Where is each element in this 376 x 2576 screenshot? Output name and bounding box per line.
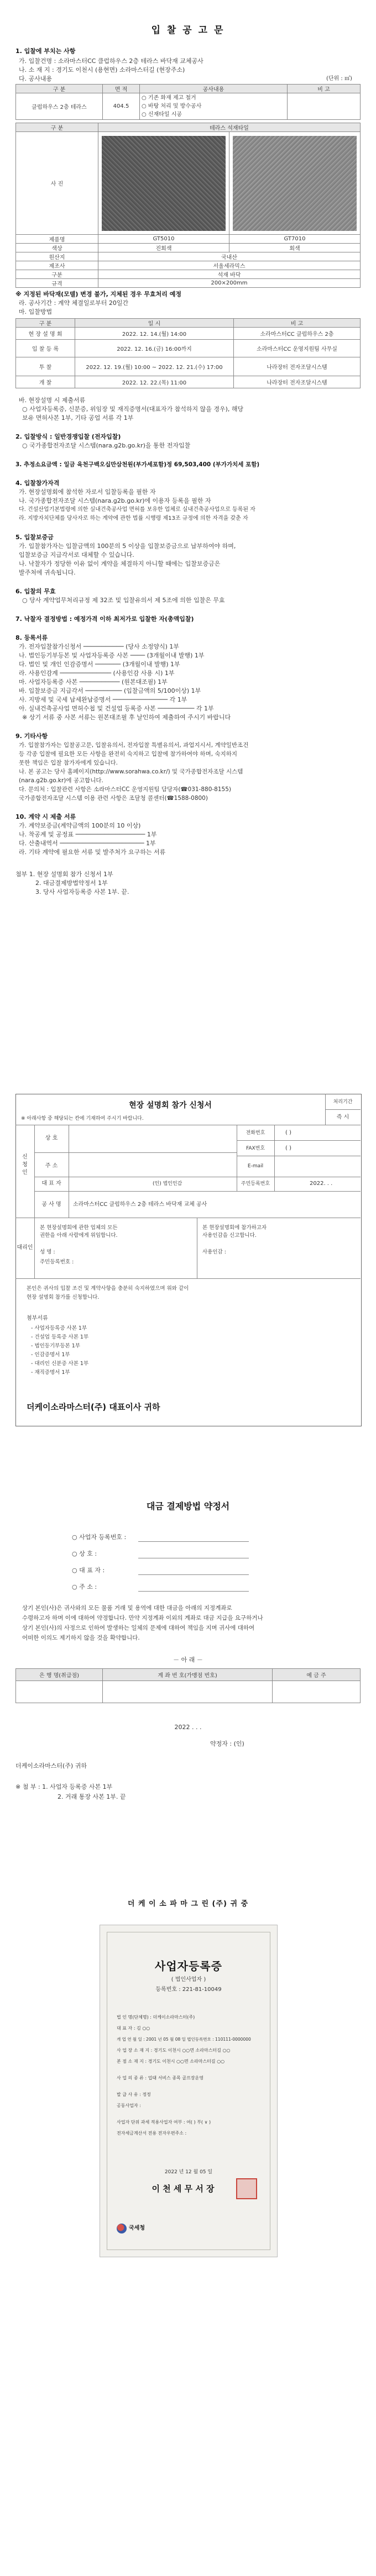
th: 일 시 (75, 319, 234, 328)
photo-label: 사 진 (16, 132, 98, 235)
payment-agreement (0, 1503, 376, 1856)
sec-heading: 6. 입찰의 무효 (15, 588, 56, 595)
agreement-field: ○ 상 호 : (72, 1550, 97, 1557)
td: 현 장 설 명 회 (16, 328, 75, 340)
notice-line: ○ 사업자등록증, 신분증, 위임장 및 재직증명서(대표자가 참석하지 않을 경우), 해당 (22, 405, 244, 413)
sec-heading: 7. 낙찰자 결정방법 : 예정가격 이하 최저가로 입찰한 자(총액입찰) (15, 615, 194, 623)
td: 2022. 12. 19.(월) 10:00 ~ 2022. 12. 21.(수) 17:00 (75, 357, 234, 376)
agreement-body: 수령하고자 하며 이에 대하여 약정합니다. 만약 지정계좌 이외의 계좌로 대금 지급을 요구하거나 (22, 1615, 263, 1621)
sec-line: 아. 실내건축공사업 면허수첩 및 건설업 등록증 사본 ────────── 각 1부 (19, 705, 214, 712)
th: 구 분 (16, 319, 75, 328)
td: 2022. 12. 22.(목) 11:00 (75, 376, 234, 388)
notice-line: 라. 공사기간 : 계약 체결일로부터 20일간 (19, 299, 129, 307)
cert-field: 공동사업자 : (117, 2103, 141, 2108)
label-phone: 전화번호 (246, 1130, 265, 1136)
agent-left: 본 현장설명회에 관한 업체의 모든 (40, 1225, 118, 1231)
cert-agency: 국세청 (129, 2225, 145, 2231)
sec-heading: 8. 등록서류 (15, 634, 48, 641)
doc-item: - 재직증명서 1부 (31, 1369, 70, 1376)
agreement-sub: － 아 래 － (173, 1656, 203, 1663)
agreement-date: 2022 . . . (174, 1724, 202, 1731)
sec-line: 라. 기타 계약에 필요한 서류 및 발주처가 요구하는 서류 (19, 849, 166, 856)
work-item: ○ 신재타일 시공 (142, 112, 182, 118)
account-bank[interactable] (16, 1681, 103, 1703)
sec-line: 라. 지방자치단체를 당사자로 하는 계약에 관한 법률 시행령 제13조 규정에 의한 자격을 갖춘 자 (19, 515, 248, 521)
td: 나라장터 전자조달시스템 (234, 357, 361, 376)
th: 예 금 주 (273, 1669, 361, 1681)
agreement-addressee: 더케이소라마스터(주) 귀하 (15, 1762, 87, 1769)
notice-title: 입 찰 공 고 문 (151, 25, 225, 36)
cert-title: 사업자등록증 (155, 1959, 222, 1973)
sec-line: 나. 본 공고는 당사 홈페이지(http://www.sorahwa.co.kr/) 및 국가종합전자조달 시스템 (19, 768, 243, 775)
agent-left: 권한을 아래 사람에게 위임합니다. (40, 1232, 118, 1239)
label-rrn: 주민등록번호 (241, 1181, 270, 1187)
cert-date: 2022 년 12 월 05 일 (164, 2169, 213, 2175)
sec-line: 다. 문의처 : 입찰관련 사항은 소라마스터CC 운영지원팀 담당자(☎031-880-8155) (19, 786, 231, 793)
name-note: (인) 법인인감 (153, 1181, 182, 1187)
official-seal (236, 2178, 257, 2199)
sec-line: 가. 현장설명회에 참석한 자로서 입찰등록을 필한 자 (19, 488, 156, 496)
agent-col: 대리인 (17, 1245, 33, 1251)
sec-line: 나. 법인등기부등본 및 사업자등록증 사본 ──── (3개월이내 발행) 1부 (19, 652, 205, 659)
agent-right: 사용인감 : (202, 1249, 226, 1255)
td: 진회색 (98, 244, 229, 252)
agent-right: 본 현장설명회에 참가하고자 (202, 1225, 267, 1231)
project-value: 소라마스터CC 클럽하우스 2층 테라스 바닥재 교체 공사 (73, 1202, 207, 1208)
s1-heading: 1. 입찰에 부치는 사항 (15, 48, 76, 55)
sec-line: 나. 낙찰자가 정당한 이유 없이 계약을 체결하지 아니할 때에는 입찰보증금은 (19, 560, 221, 567)
proc-label: 처리기간 (333, 1099, 353, 1105)
agreement-title: 대금 결제방법 약정서 (146, 1501, 230, 1511)
sec-line: 라. 사용인감계 ────────────── (사용인감 사용 시) 1부 (19, 670, 175, 677)
warning-line: ※ 지정된 바닥재(모델) 변경 불가, 지체된 경우 무효처리 예정 (15, 291, 181, 298)
sec-line: 다. 법인 및 개인 인감증명서 ─────── (3개월이내 발행) 1부 (19, 661, 180, 668)
agreement-body: 어떠한 이의도 제기하지 않을 것을 확약합니다. (22, 1635, 140, 1641)
th: 공사내용 (140, 85, 288, 93)
td: 국내산 (98, 252, 361, 261)
label-ceo: 대 표 자 (41, 1181, 61, 1187)
application-form (0, 1094, 376, 1447)
doc-item: - 사업자등록증 사본 1부 (31, 1325, 87, 1331)
attach-line: 첨부 1. 현장 설명회 참가 신청서 1부 (15, 871, 113, 878)
sec-heading: 3. 추정소요금액 : 일금 육천구백오십만삼천원(부가세포함)정 69,503,400 (부가가치세 포함) (15, 461, 260, 468)
notice-line: 바. 현장설명 시 제출서류 (19, 397, 86, 404)
td: 2022. 12. 16.(금) 16:00까지 (75, 340, 234, 357)
tile-photo-dark (102, 136, 226, 231)
label-email: E-mail (247, 1163, 264, 1169)
sec-line: 가. 입찰참가자는 입찰공고문, 입찰유의서, 전자입찰 특별유의서, 과업지시서, 계약일반조건 (19, 742, 249, 749)
td: 규격 (16, 279, 98, 288)
sec-heading: 9. 기타사항 (15, 733, 48, 740)
cert-field: 발 급 사 유 : 정정 (117, 2092, 151, 2097)
agent-right: 사용인감을 신고합니다. (202, 1232, 257, 1239)
sec-line: 발주처에 귀속됩니다. (19, 569, 76, 576)
td: 원산지 (16, 252, 98, 261)
td: 투 찰 (16, 357, 75, 376)
sec-line: 사. 지방세 및 국세 납세완납증명서 ─────────────── 각 1부 (19, 696, 187, 703)
work-item: ○ 바탕 처리 및 방수공사 (142, 103, 202, 109)
sec-line: (nara.g2b.go.kr)에 공고합니다. (19, 777, 103, 784)
cert-field: 본 점 소 재 지 : 경기도 이천시 ○○면 소라마스터길 ○○ (117, 2059, 225, 2064)
td: 제품명 (16, 235, 98, 244)
th: 구 분 (16, 123, 98, 132)
tile-photo-gray (233, 136, 357, 231)
td: 소라마스터CC 운영지원팀 사무실 (234, 340, 361, 357)
sec-line: 등 각종 입찰에 필요한 모든 사항을 완전히 숙지하고 입찰에 참가하여야 하며, 숙지하지 (19, 751, 238, 757)
attach-line: 3. 당사 사업자등록증 사본 1부. 끝. (35, 888, 129, 895)
sec-line: 바. 입찰보증금 지급각서 ────────── (입찰금액의 5/100이상) 1부 (19, 687, 201, 694)
agreement-field: ○ 주 소 : (72, 1583, 97, 1590)
work-area: 404.5 (103, 93, 140, 120)
form-footer: 더케이소라마스터(주) 대표이사 귀하 (27, 1402, 160, 1412)
doc-item: - 건설업 등록증 사본 1부 (31, 1334, 89, 1340)
sec-line: 가. 전자입찰참가신청서 ─────────── (당사 소정양식) 1부 (19, 643, 180, 650)
sec-heading: 2. 입찰방식 : 일반경쟁입찰 (전자입찰) (15, 433, 121, 440)
label-fax: FAX번호 (246, 1146, 265, 1151)
sec-line: ○ 당사 계약업무처리규정 제 32조 및 입찰유의서 제 5조에 의한 입찰은 무효 (22, 597, 225, 604)
nts-logo-icon (117, 2224, 127, 2233)
doc-item: - 법인등기부등본 1부 (31, 1343, 80, 1349)
work-contents (140, 93, 288, 120)
form-notice: 본인은 귀사의 입찰 조건 및 계약사항을 충분히 숙지하였으며 위와 같이 (27, 1286, 189, 1292)
s1-item: 가. 입찰건명 : 소라마스터CC 클럽하우스 2층 테라스 바닥재 교체공사 (19, 57, 203, 65)
td: GT5010 (98, 235, 229, 244)
doc-item: - 인감증명서 1부 (31, 1352, 70, 1358)
sec-line: 다. 건설산업기본법령에 의한 실내건축공사업 면허를 보유한 업체로 실내건축공사업으로 등록된 자 (19, 507, 255, 513)
sec-line: 입찰보증금 지급각서로 대체할 수 있습니다. (19, 551, 134, 559)
s1-item: 다. 공사내용 (19, 75, 53, 82)
unit-label: (단위 : ㎡) (326, 76, 352, 82)
material-table (15, 123, 361, 288)
agreement-field: ○ 사업자 등록번호 : (72, 1534, 127, 1541)
applicant-col: 신 청 인 (22, 1154, 28, 1176)
sec-line: 나. 착공계 및 공정표 ─────────────────── 1부 (19, 831, 157, 838)
label-address: 주 소 (45, 1163, 58, 1169)
s1-item: 나. 소 재 지 : 경기도 이천시 (용현면) 소라마스터길 (현장주소) (19, 66, 185, 73)
agent-left: 주민등록번호 : (40, 1259, 74, 1265)
sec-line: 다. 산출내역서 ─────────────────────── 1부 (19, 840, 156, 847)
td: GT7010 (229, 235, 361, 244)
td: 2022. 12. 14.(월) 14:00 (75, 328, 234, 340)
cert-field: 사업자 단위 과세 적용사업자 여부 : 여( ) 부( ∨ ) (117, 2120, 211, 2125)
phone-value: ( ) (285, 1130, 291, 1136)
docs-title: 첨부서류 (27, 1315, 48, 1321)
agreement-attach: ※ 첨 부 : 1. 사업자 등록증 사본 1부 (15, 1783, 113, 1790)
th: 테라스 석재타일 (98, 123, 361, 132)
sec-line: 가. 계약보증금(계약금액의 100분의 10 이상) (19, 822, 141, 829)
work-name: 클럽하우스 2층 테라스 (16, 93, 103, 120)
th: 비 고 (288, 85, 361, 93)
sec-heading: 10. 계약 시 제출 서류 (15, 813, 76, 820)
agreement-signer: 약정자 : (인) (210, 1740, 244, 1747)
notice-section (0, 0, 376, 928)
th: 면 적 (103, 85, 140, 93)
account-table (15, 1668, 361, 1703)
td: 입 찰 등 록 (16, 340, 75, 357)
work-item: ○ 기존 화재 제고 철거 (142, 95, 196, 101)
sec-line: 못한 책임은 입찰 참가자에게 있습니다. (19, 760, 118, 766)
td: 구분 (16, 270, 98, 279)
proc-value: 즉 시 (336, 1114, 349, 1120)
sec-line: ○ 국가종합전자조달 시스템(nara.g2b.go.kr)을 통한 전자입찰 (22, 442, 191, 449)
cert-field: 사 업 장 소 재 지 : 경기도 이천시 ○○면 소라마스터길 ○○ (117, 2048, 231, 2053)
agreement-attach: 2. 거래 통장 사본 1부. 끝 (58, 1793, 126, 1800)
form-note: ※ 아래사항 중 해당되는 칸에 기재하여 주시기 바랍니다. (21, 1116, 144, 1121)
label-project: 공 사 명 (41, 1202, 61, 1208)
label-company: 상 호 (45, 1135, 58, 1141)
td: 개 찰 (16, 376, 75, 388)
td: 회색 (229, 244, 361, 252)
doc-item: - 대리인 신분증 사본 1부 (31, 1361, 89, 1367)
work-table (15, 84, 361, 120)
sec-heading: 4. 입찰참가자격 (15, 480, 60, 487)
sec-heading: 5. 입찰보증금 (15, 534, 54, 541)
agent-left: 성 명 : (40, 1249, 55, 1255)
sec-line: ※ 상기 서류 중 사본 서류는 원본대조필 후 날인하여 제출하여 주시기 바랍니다 (22, 714, 231, 721)
td: 색상 (16, 244, 98, 252)
td: 제조사 (16, 261, 98, 270)
td: 서울세라믹스 (98, 261, 361, 270)
sec-line: 가. 입찰참가자는 입찰금액의 100분의 5 이상을 입찰보증금으로 납부하여야 하며, (19, 542, 236, 550)
notice-line: 보유 면허사본 1부, 기타 공업 서류 각 1부 (22, 414, 134, 422)
cert-scan (100, 1925, 278, 2257)
cert-subtitle: ( 법인사업자 ) (171, 1977, 206, 1983)
sec-line: 국가종합전자조달 시스템 이용 관련 사항은 조달청 콜센터(☎1588-0800) (19, 795, 208, 802)
business-cert-section (0, 1900, 376, 2576)
fax-value: ( ) (285, 1145, 291, 1151)
agreement-field: ○ 대 표 자 : (72, 1567, 105, 1574)
cert-heading: 더 케 이 소 파 마 그 린 (주) 귀 중 (127, 1900, 249, 1908)
form-notice: 현장 설명회 참가를 신청합니다. (27, 1294, 100, 1300)
cert-field: 법 인 명(단체명) : 더케이소라마스터(주) (117, 2015, 195, 2020)
cert-field: 전자세금계산서 전용 전자우편주소 : (117, 2131, 187, 2136)
th: 은 행 명(취급점) (16, 1669, 103, 1681)
work-remark (288, 93, 361, 120)
th: 구 분 (16, 85, 103, 93)
attach-line: 2. 대금결제방법약정서 1부 (35, 879, 108, 887)
cert-regno: 등록번호 : 221-81-10049 (155, 1987, 222, 1993)
th: 계 좌 번 호(가맹점 번호) (103, 1669, 273, 1681)
cert-field: 개 업 연 월 일 : 2001 년 05 월 08 일 법인등록번호 : 110111-0000000 (117, 2037, 251, 2042)
account-number[interactable] (103, 1681, 273, 1703)
schedule-table (15, 318, 361, 388)
td: 나라장터 전자조달시스템 (234, 376, 361, 388)
th: 비 고 (234, 319, 361, 328)
agreement-body: 상기 본인(사)은 귀사와의 모든 물품 거래 및 용역에 대한 대금을 아래의 지정계좌로 (22, 1605, 232, 1611)
cert-field: 대 표 자 : 김 ○○ (117, 2026, 150, 2031)
sec-line: 나. 국가종합전자조달 시스템(nara.g2b.go.kr)에 이용자 등록을 필한 자 (19, 497, 211, 504)
td: 소라마스터CC 클럽하우스 2층 (234, 328, 361, 340)
cert-office: 이 천 세 무 서 장 (152, 2184, 215, 2194)
account-holder[interactable] (273, 1681, 361, 1703)
form-title: 현장 설명회 참가 신청서 (129, 1101, 212, 1110)
td: 석재 바닥 (98, 270, 361, 279)
notice-line: 마. 입찰방법 (19, 308, 53, 315)
cert-field: 사 업 의 종 류 : 업태 서비스 종목 골프장운영 (117, 2075, 203, 2080)
td: 200×200mm (98, 279, 361, 288)
agreement-body: 상기 본인(사)의 사정으로 인하여 발생하는 일체의 문제에 대하여 책임을 지며 귀사에 대하여 (22, 1625, 255, 1631)
date-value: 2022. . . (310, 1181, 333, 1187)
sec-line: 마. 사업자등록증 사본 ─────────── (원본대조필) 1부 (19, 678, 168, 686)
